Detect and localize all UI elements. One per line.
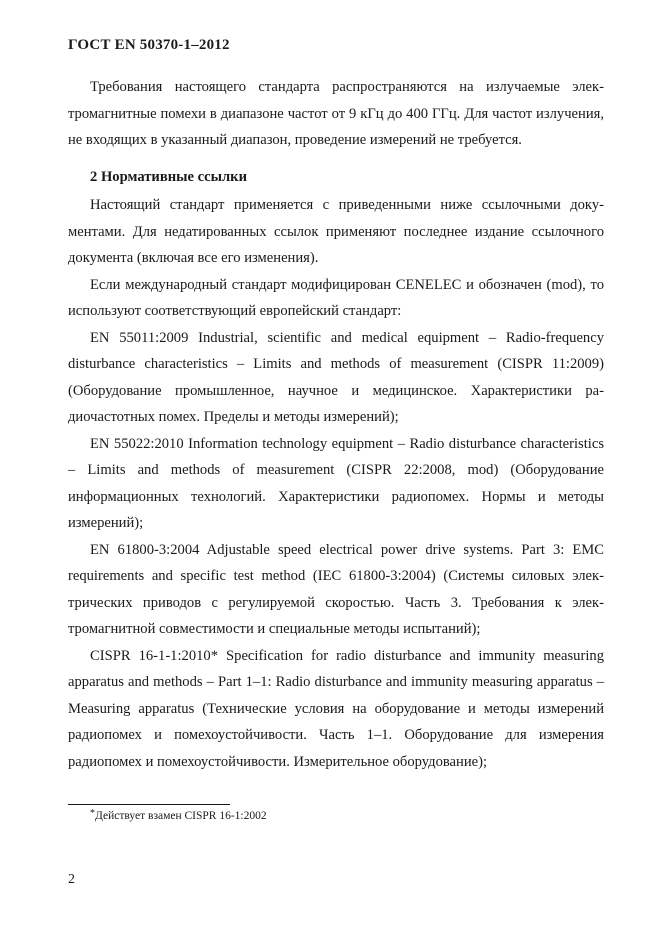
page-number: 2 — [68, 872, 75, 887]
reference-item: EN 61800-3:2004 Adjustable speed electrical power drive systems. Part 3: EMC requirements and specific test method (IEC 61800-3:2004) (Системы силовых электрических приводов с регулируемой скоростью. Часть 3. Требования к электромагнитной совместимости и специальные методы испытаний); — [68, 541, 604, 637]
section-heading: 2 Нормативные ссылки — [90, 168, 247, 185]
reference-item: EN 55011:2009 Industrial, scientific and medical equipment – Radio-frequency disturbance characteristics – Limits and methods of measurement (CISPR 11:2009) (Оборудование промышленное, научное и медицинское. Характеристики радиочастотных помех. Пределы и методы измерений); — [68, 329, 604, 425]
paragraph-scope: Требования настоящего стандарта распространяются на излучаемые электромагнитные помехи в диапазоне частот от 9 кГц до 400 ГГц. Для частот излучения, не входящих в указанный диапазон, проведение измерений не требуется. — [68, 79, 604, 148]
reference-item: CISPR 16-1-1:2010* Specification for radio disturbance and immunity measuring apparatus and methods – Part 1–1: Radio disturbance and immunity measuring apparatus – Measuring apparatus (Технические условия на оборудование и методы измерений радиопомех и помехоустойчивости. Часть 1–1. Оборудование для измерения радиопомех и помехоустойчивости. Измерительное оборудование); — [68, 647, 604, 770]
reference-item: EN 55022:2010 Information technology equipment – Radio disturbance characteristics – Limits and methods of measurement (CISPR 22:2008, mod) (Оборудование информационных технологий. Характеристики радиопомех. Нормы и методы измерений); — [68, 435, 604, 531]
document-body — [68, 74, 604, 775]
paragraph-refs-intro: Настоящий стандарт применяется с приведенными ниже ссылочными документами. Для недатированных ссылок применяют последнее издание ссылочного документа (включая все его изменения). — [68, 197, 604, 266]
footnote-divider — [68, 804, 230, 805]
footnote-marker: * — [90, 808, 95, 819]
footnote — [90, 806, 267, 824]
paragraph-modified-note: Если международный стандарт модифицирован CENELEC и обозначен (mod), то используют соответствующий европейский стандарт: — [68, 276, 604, 319]
document-header: ГОСТ EN 50370-1–2012 — [68, 37, 230, 53]
footnote-text: Действует взамен CISPR 16-1:2002 — [95, 810, 267, 822]
